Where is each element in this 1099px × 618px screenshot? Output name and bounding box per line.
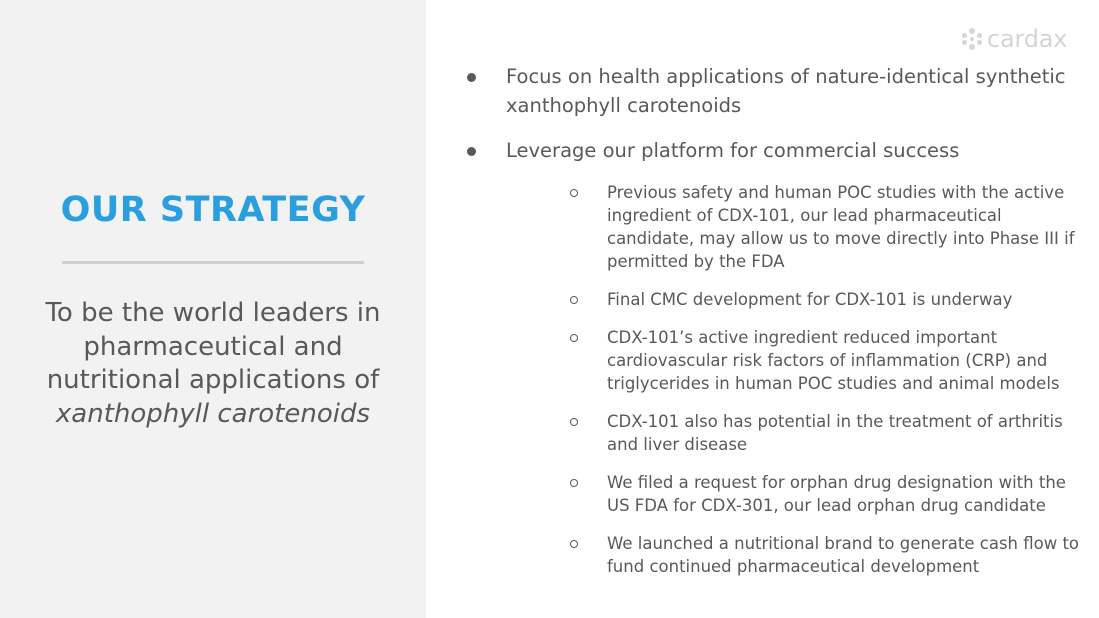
bullet-item — [460, 62, 1070, 120]
mission-line-italic: xanthophyll carotenoids — [55, 398, 371, 429]
sub-bullet-text: We launched a nutritional brand to generate cash flow to fund continued pharmaceutical development — [607, 534, 1080, 576]
sub-bullet-item — [506, 532, 1087, 578]
cardax-star-icon — [960, 27, 984, 51]
sub-bullet-ring-icon — [570, 540, 578, 548]
mission-line: pharmaceutical and — [83, 331, 343, 362]
left-panel — [0, 0, 426, 618]
bullet-text: Leverage our platform for commercial success — [506, 139, 960, 162]
sub-bullet-ring-icon — [570, 296, 578, 304]
sub-bullet-ring-icon — [570, 334, 578, 342]
sub-bullet-text: CDX-101 also has potential in the treatment of arthritis and liver disease — [607, 412, 1063, 454]
sub-bullet-ring-icon — [570, 418, 578, 426]
bullet-dot-icon — [467, 147, 476, 156]
sub-bullet-item — [506, 471, 1087, 517]
bullet-dot-icon — [467, 73, 476, 82]
cardax-logo — [960, 24, 1067, 54]
sub-bullet-text: CDX-101’s active ingredient reduced important cardiovascular risk factors of inflammation (CRP) and triglycerides in human POC studies and animal models — [607, 328, 1060, 393]
sub-bullet-ring-icon — [570, 479, 578, 487]
sub-bullet-text: Final CMC development for CDX-101 is underway — [607, 290, 1013, 309]
sub-bullet-text: Previous safety and human POC studies with the active ingredient of CDX-101, our lead pharmaceutical candidate, may allow us to move directly into Phase III if permitted by the FDA — [607, 183, 1075, 271]
bullet-item — [460, 136, 1080, 578]
sub-bullet-item — [506, 181, 1087, 273]
bullet-text: Focus on health applications of nature-identical synthetic xanthophyll carotenoids — [506, 65, 1066, 117]
logo-wordmark: cardax — [987, 25, 1068, 53]
sub-bullet-item — [506, 410, 1087, 456]
sub-bullet-ring-icon — [570, 189, 578, 197]
sub-bullet-item — [506, 326, 1087, 395]
title-divider — [62, 261, 364, 264]
mission-line: To be the world leaders in — [45, 298, 381, 328]
sub-bullet-list — [506, 181, 1080, 578]
sub-bullet-item — [506, 288, 1087, 311]
mission-statement — [20, 297, 406, 431]
sub-bullet-text: We filed a request for orphan drug designation with the US FDA for CDX-301, our lead orphan drug candidate — [607, 473, 1066, 515]
mission-line: nutritional applications of — [46, 365, 380, 395]
strategy-bullet-list — [460, 62, 1080, 578]
slide-title: OUR STRATEGY — [60, 190, 366, 230]
